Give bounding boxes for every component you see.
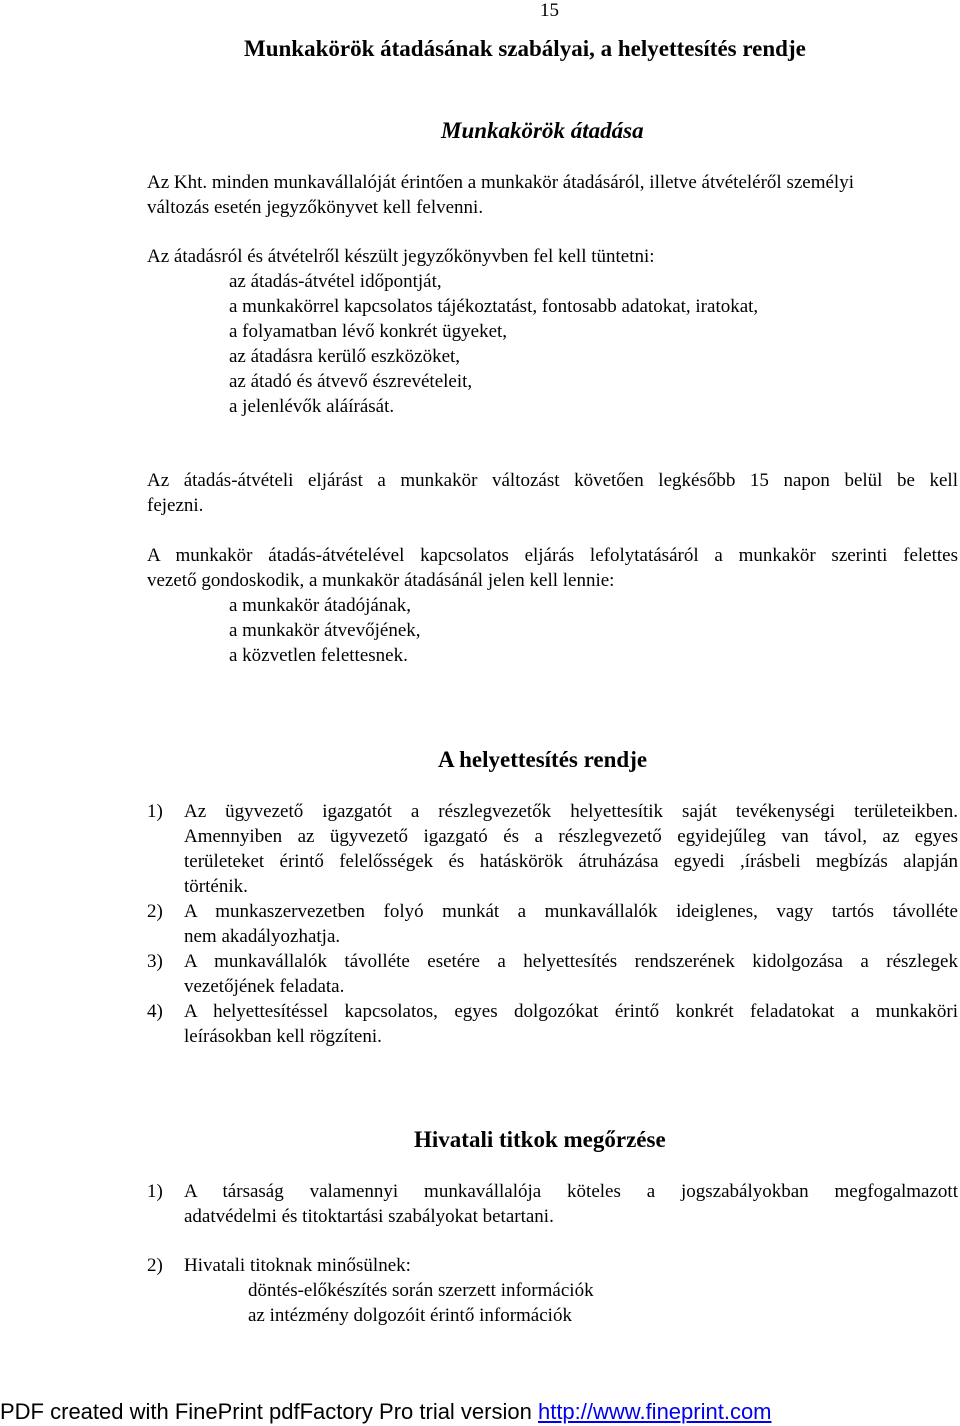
list-item: a munkakörrel kapcsolatos tájékoztatást, fontosabb adatokat, iratokat, — [229, 296, 759, 317]
list-item: az intézmény dolgozóit érintő információk — [248, 1305, 572, 1326]
numbered-item-line: Hivatali titoknak minősülnek: — [184, 1255, 411, 1276]
section-heading-munkakorok-atadasa: Munkakörök átadása — [441, 118, 644, 143]
section-heading-helyettesites: A helyettesítés rendje — [438, 747, 648, 772]
list-item: a munkakör átvevőjének, — [229, 620, 421, 641]
page-title: Munkakörök átadásának szabályai, a helyettesítés rendje — [244, 36, 806, 61]
numbered-item-number: 3) — [147, 951, 163, 972]
footer-text: PDF created with FinePrint pdfFactory Pro trial version — [0, 1399, 538, 1424]
responsibility-paragraph-line: A munkakör átadás-átvételével kapcsolatos eljárás lefolytatásáról a munkakör szerinti felettes — [147, 545, 958, 566]
deadline-paragraph-line: Az átadás-átvételi eljárást a munkakör változást követően legkésőbb 15 napon belül be kell — [147, 470, 958, 491]
numbered-item-line: Amennyiben az ügyvezető igazgató és a részlegvezető egyidejűleg van távol, az egyes — [184, 826, 958, 847]
numbered-item-number: 1) — [147, 801, 163, 822]
numbered-item-line: történik. — [184, 876, 248, 897]
numbered-item-line: Az ügyvezető igazgatót a részlegvezetők helyettesítik saját tevékenységi területeikben. — [184, 801, 958, 822]
numbered-item-line: területeket érintő felelősségek és hatáskörök átruházása egyedi ,írásbeli megbízás alapján — [184, 851, 958, 872]
list-item: az átadás-átvétel időpontját, — [229, 271, 442, 292]
numbered-item-number: 1) — [147, 1181, 163, 1202]
list-item: az átadásra kerülő eszközöket, — [229, 346, 461, 367]
list-item: a folyamatban lévő konkrét ügyeket, — [229, 321, 508, 342]
footer-link[interactable]: http://www.fineprint.com — [537, 1399, 772, 1424]
numbered-item-line: leírásokban kell rögzíteni. — [184, 1026, 382, 1047]
numbered-item-number: 2) — [147, 901, 163, 922]
section-heading-hivatali-titkok: Hivatali titkok megőrzése — [414, 1127, 666, 1152]
numbered-item-number: 4) — [147, 1001, 163, 1022]
numbered-item-line: vezetőjének feladata. — [184, 976, 345, 997]
pdf-footer — [0, 1398, 960, 1426]
numbered-item-line: A munkaszervezetben folyó munkát a munkavállalók ideiglenes, vagy tartós távolléte — [184, 901, 958, 922]
numbered-item-line: A társaság valamennyi munkavállalója köteles a jogszabályokban megfogalmazott — [184, 1181, 958, 1202]
numbered-item-line: A helyettesítéssel kapcsolatos, egyes dolgozókat érintő konkrét feladatokat a munkaköri — [184, 1001, 958, 1022]
list-item: a közvetlen felettesnek. — [229, 645, 408, 666]
intro-paragraph-line: Az Kht. minden munkavállalóját érintően a munkakör átadásáról, illetve átvételéről személyi — [147, 172, 854, 193]
numbered-item-line: A munkavállalók távolléte esetére a helyettesítés rendszerének kidolgozása a részlegek — [184, 951, 958, 972]
list-item: a jelenlévők aláírását. — [229, 396, 395, 417]
list-item: az átadó és átvevő észrevételeit, — [229, 371, 473, 392]
numbered-item-line: adatvédelmi és titoktartási szabályokat betartani. — [184, 1206, 554, 1227]
list-intro: Az átadásról és átvételről készült jegyzőkönyvben fel kell tüntetni: — [147, 246, 655, 267]
intro-paragraph-line: változás esetén jegyzőkönyvet kell felvenni. — [147, 197, 484, 218]
page-number: 15 — [540, 0, 559, 21]
deadline-paragraph-line: fejezni. — [147, 495, 204, 516]
list-item: a munkakör átadójának, — [229, 595, 412, 616]
numbered-item-line: nem akadályozhatja. — [184, 926, 341, 947]
list-item: döntés-előkészítés során szerzett információk — [248, 1280, 594, 1301]
responsibility-paragraph-line: vezető gondoskodik, a munkakör átadásánál jelen kell lennie: — [147, 570, 615, 591]
numbered-item-number: 2) — [147, 1255, 163, 1276]
